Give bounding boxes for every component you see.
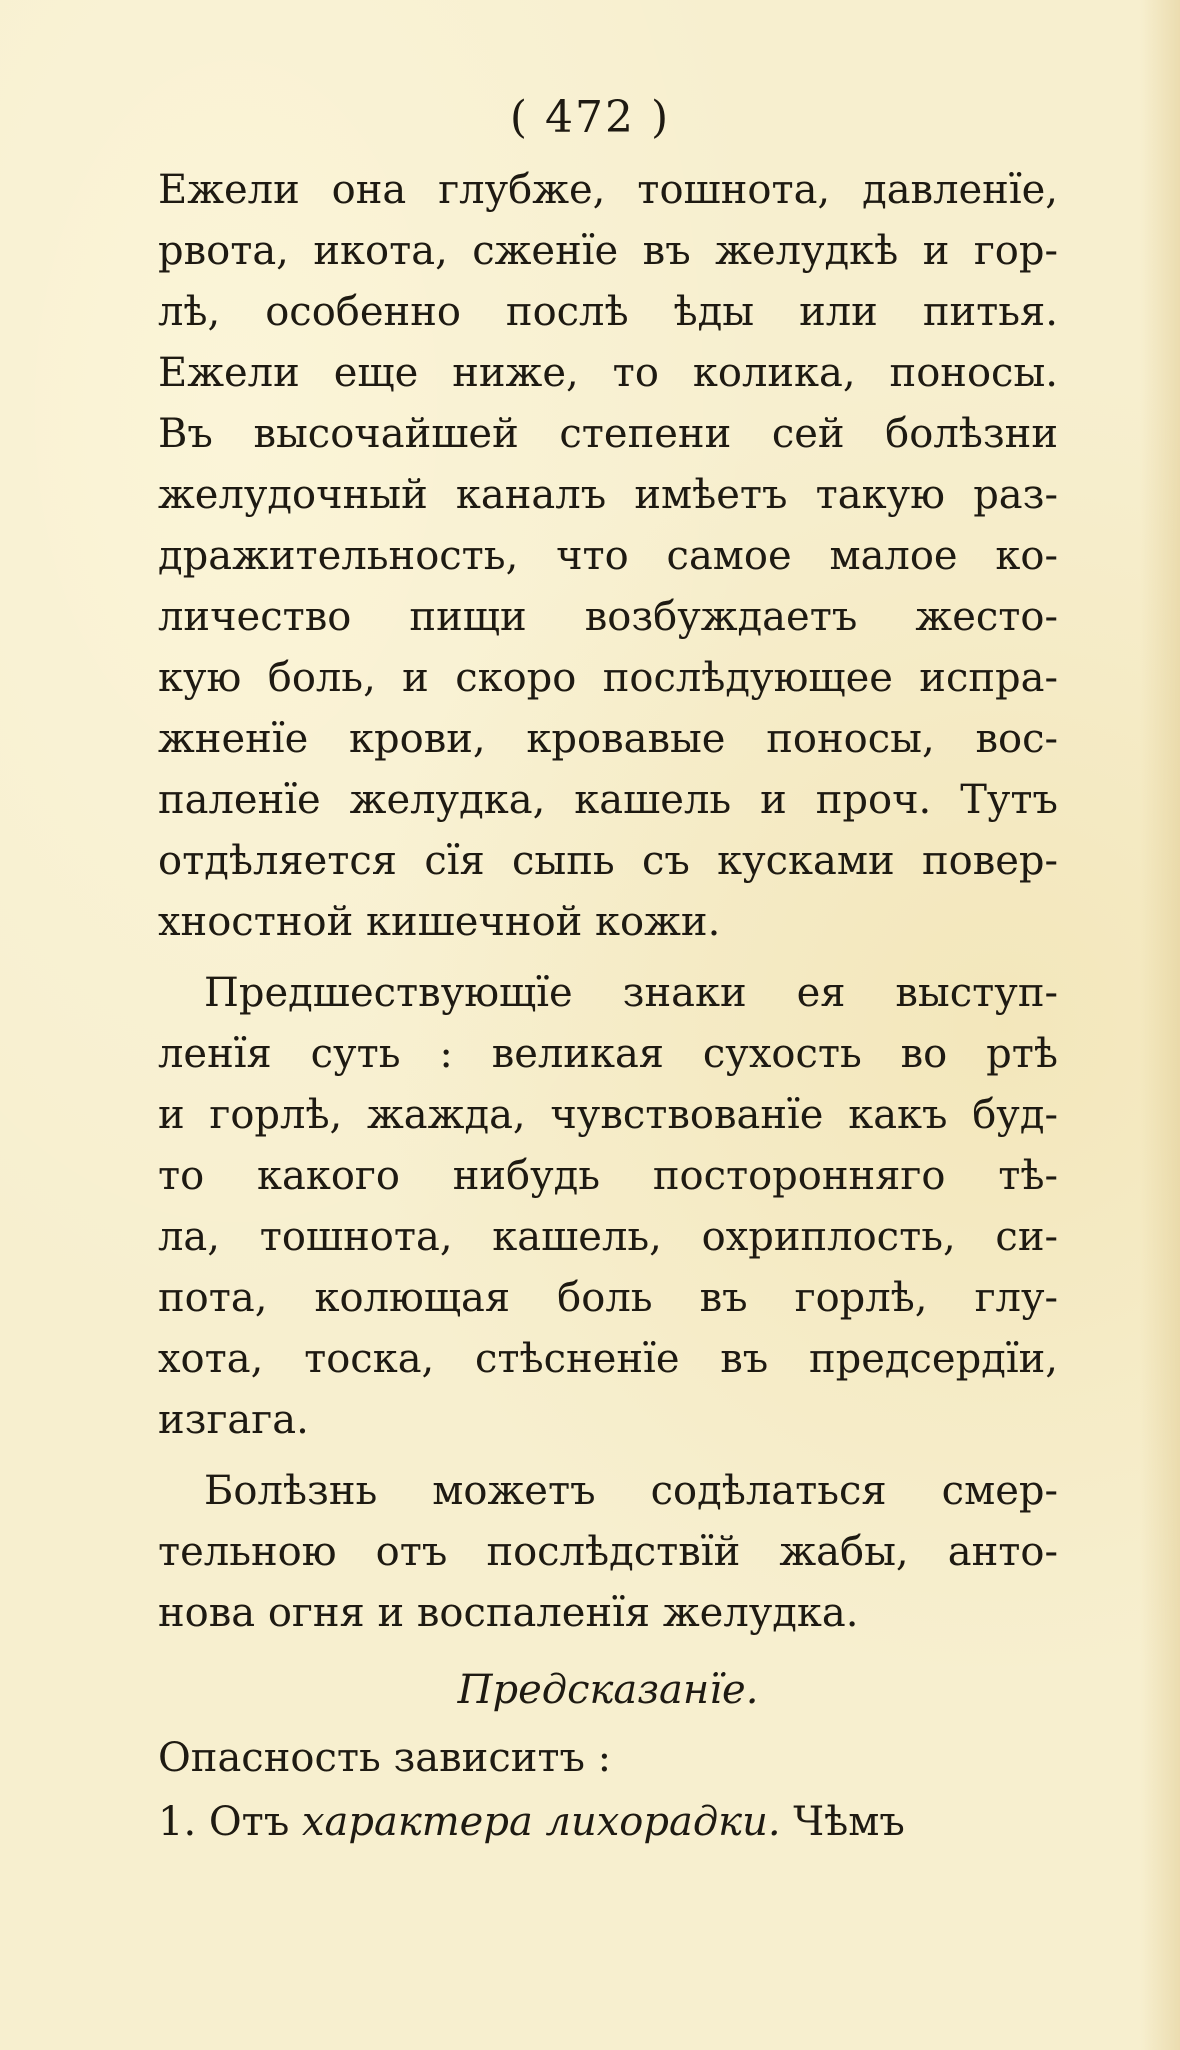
text-line: то какого нибудь посторонняго тѣ- <box>158 1153 1058 1199</box>
text-line: Въ высочайшей степени сей болѣзни <box>158 411 1058 457</box>
list-item-italic: характера лихорадки. <box>301 1799 781 1845</box>
text-line: паленїе желудка, кашель и проч. Тутъ <box>158 777 1058 823</box>
list-item-prefix: Отъ <box>208 1799 290 1845</box>
text-line: Ежели она глубже, тошнота, давленїе, <box>158 167 1058 213</box>
list-item <box>158 1790 1058 1854</box>
text-line: Болѣзнь можетъ содѣлаться смер- <box>204 1468 1058 1514</box>
page-edge-shadow <box>1140 0 1180 2050</box>
text-line: хота, тоска, стѣсненїе въ предсердїи, <box>158 1336 1058 1382</box>
list-item-suffix: Чѣмъ <box>793 1799 905 1845</box>
text-line: отдѣляется сїя сыпь съ кусками повер- <box>158 838 1058 884</box>
text-line: изгага. <box>158 1397 309 1443</box>
text-line: и горлѣ, жажда, чувствованїе какъ буд- <box>158 1092 1058 1138</box>
section-heading: Предсказанїе. <box>457 1667 759 1713</box>
text-line: Предшествующїе знаки ея выступ- <box>204 970 1058 1016</box>
paragraph-2 <box>158 963 1058 1451</box>
page-number: ( 472 ) <box>509 92 671 143</box>
paragraph-1 <box>158 160 1058 953</box>
danger-line: Опасность зависитъ : <box>158 1735 612 1781</box>
text-line: хностной кишечной кожи. <box>158 899 721 945</box>
text-line: пота, колющая боль въ горлѣ, глу- <box>158 1275 1058 1321</box>
list-item-number: 1. <box>158 1799 197 1845</box>
body-text <box>158 160 1058 1854</box>
text-line: желудочный каналъ имѣетъ такую раз- <box>158 472 1058 518</box>
text-line: дражительность, что самое малое ко- <box>158 533 1058 579</box>
text-line: ла, тошнота, кашель, охриплость, си- <box>158 1214 1058 1260</box>
text-line: лѣ, особенно послѣ ѣды или питья. <box>158 289 1058 335</box>
text-line: Ежели еще ниже, то колика, поносы. <box>158 350 1058 396</box>
text-line: нова огня и воспаленїя желудка. <box>158 1590 859 1636</box>
text-line: рвота, икота, сженїе въ желудкѣ и гор- <box>158 228 1058 274</box>
text-line: кую боль, и скоро послѣдующее испра- <box>158 655 1058 701</box>
paragraph-3 <box>158 1461 1058 1644</box>
text-line: ленїя суть : великая сухость во ртѣ <box>158 1031 1058 1077</box>
text-line: жненїе крови, кровавые поносы, вос- <box>158 716 1058 762</box>
text-line: тельною отъ послѣдствїй жабы, антo- <box>158 1529 1058 1575</box>
text-line: личество пищи возбуждаетъ жесто- <box>158 594 1058 640</box>
